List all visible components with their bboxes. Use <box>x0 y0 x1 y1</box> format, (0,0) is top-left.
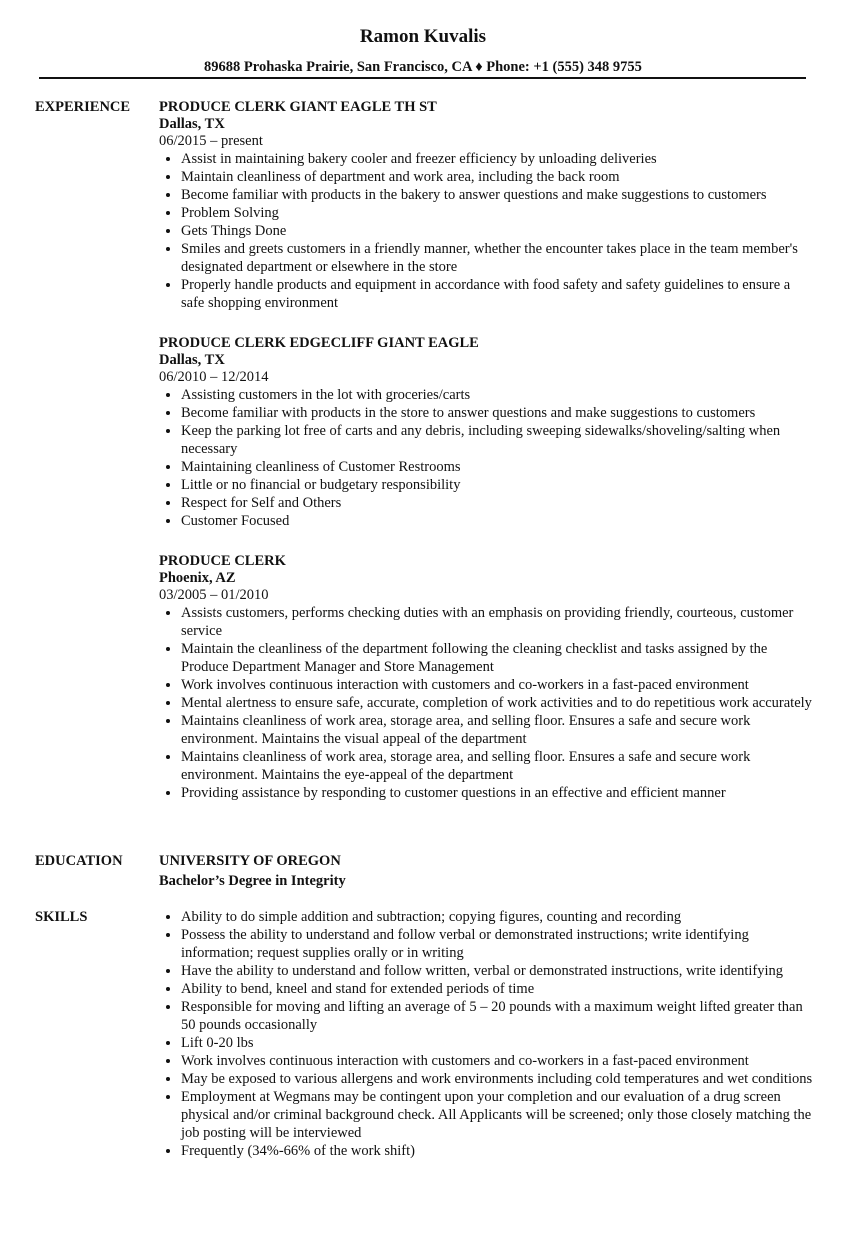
section-heading-skills: SKILLS <box>35 909 88 925</box>
section-heading-education: EDUCATION <box>35 853 123 869</box>
bullet-item: • Customer Focused <box>181 512 815 530</box>
education-body <box>159 852 815 891</box>
contact-line: 89688 Prohaska Prairie, San Francisco, CA ♦ Phone: +1 (555) 348 9755 <box>204 59 642 75</box>
skill-item: • Lift 0-20 lbs <box>181 1034 815 1052</box>
bullet-item: • Providing assistance by responding to customer questions in an effective and efficient manner <box>181 784 815 802</box>
skill-item: • Ability to do simple addition and subtraction; copying figures, counting and recording <box>181 908 815 926</box>
job-location: Phoenix, AZ <box>159 570 236 586</box>
bullet-item: • Mental alertness to ensure safe, accurate, completion of work activities and to do repetitious work accurately <box>181 694 815 712</box>
bullet-item: • Work involves continuous interaction with customers and co-workers in a fast-paced environment <box>181 676 815 694</box>
job-entry <box>159 98 815 312</box>
job-title: PRODUCE CLERK GIANT EAGLE TH ST <box>159 99 437 115</box>
bullet-item: • Maintains cleanliness of work area, storage area, and selling floor. Ensures a safe and secure work environment. Maintains the visual appeal of the department <box>181 712 815 748</box>
skill-item: • Work involves continuous interaction with customers and co-workers in a fast-paced environment <box>181 1052 815 1070</box>
job-entry <box>159 552 815 802</box>
skill-item: • Responsible for moving and lifting an average of 5 – 20 pounds with a maximum weight lifted greater than 50 pounds occasionally <box>181 998 815 1034</box>
skill-item: • May be exposed to various allergens and work environments including cold temperatures and wet conditions <box>181 1070 815 1088</box>
job-dates: 06/2015 – present <box>159 133 263 149</box>
candidate-name: Ramon Kuvalis <box>359 26 487 47</box>
job-bullets <box>159 150 815 312</box>
bullet-item: • Properly handle products and equipment in accordance with food safety and safety guidelines to ensure a safe shopping environment <box>181 276 815 312</box>
section-heading-experience: EXPERIENCE <box>35 99 131 115</box>
job-dates: 06/2010 – 12/2014 <box>159 369 269 385</box>
bullet-item: • Assists customers, performs checking duties with an emphasis on providing friendly, courteous, customer service <box>181 604 815 640</box>
bullet-item: • Respect for Self and Others <box>181 494 815 512</box>
skill-item: • Possess the ability to understand and follow verbal or demonstrated instructions; write identifying information; request supplies orally or in writing <box>181 926 815 962</box>
skills-body <box>159 908 815 1160</box>
job-entry <box>159 334 815 530</box>
bullet-item: • Gets Things Done <box>181 222 815 240</box>
job-title: PRODUCE CLERK <box>159 553 286 569</box>
education-degree: Bachelor’s Degree in Integrity <box>159 873 346 889</box>
bullet-item: • Maintain cleanliness of department and work area, including the back room <box>181 168 815 186</box>
bullet-item: • Maintains cleanliness of work area, storage area, and selling floor. Ensures a safe and secure work environment. Maintains the eye-appeal of the department <box>181 748 815 784</box>
header-divider <box>39 77 806 79</box>
skills-list <box>159 908 815 1160</box>
job-title: PRODUCE CLERK EDGECLIFF GIANT EAGLE <box>159 335 479 351</box>
bullet-item: • Keep the parking lot free of carts and any debris, including sweeping sidewalks/shoveling/salting when necessary <box>181 422 815 458</box>
job-bullets <box>159 604 815 802</box>
bullet-item: • Maintain the cleanliness of the department following the cleaning checklist and tasks assigned by the Produce Department Manager and Store Management <box>181 640 815 676</box>
skill-item: • Have the ability to understand and follow written, verbal or demonstrated instructions, write identifying <box>181 962 815 980</box>
bullet-item: • Problem Solving <box>181 204 815 222</box>
experience-list <box>159 98 815 802</box>
bullet-item: • Smiles and greets customers in a friendly manner, whether the encounter takes place in the team member's designated department or elsewhere in the store <box>181 240 815 276</box>
bullet-item: • Maintaining cleanliness of Customer Restrooms <box>181 458 815 476</box>
bullet-item: • Little or no financial or budgetary responsibility <box>181 476 815 494</box>
skill-item: • Employment at Wegmans may be contingent upon your completion and our evaluation of a drug screen physical and/or criminal background check. All Applicants will be screened; only those closely matching the job posting will be interviewed <box>181 1088 815 1142</box>
job-bullets <box>159 386 815 530</box>
bullet-item: • Become familiar with products in the bakery to answer questions and make suggestions to customers <box>181 186 815 204</box>
job-dates: 03/2005 – 01/2010 <box>159 587 269 603</box>
job-location: Dallas, TX <box>159 116 225 132</box>
job-location: Dallas, TX <box>159 352 225 368</box>
bullet-item: • Assist in maintaining bakery cooler and freezer efficiency by unloading deliveries <box>181 150 815 168</box>
bullet-item: • Become familiar with products in the store to answer questions and make suggestions to customers <box>181 404 815 422</box>
skill-item: • Ability to bend, kneel and stand for extended periods of time <box>181 980 815 998</box>
bullet-item: • Assisting customers in the lot with groceries/carts <box>181 386 815 404</box>
skill-item: • Frequently (34%-66% of the work shift) <box>181 1142 815 1160</box>
education-school: UNIVERSITY OF OREGON <box>159 853 341 869</box>
